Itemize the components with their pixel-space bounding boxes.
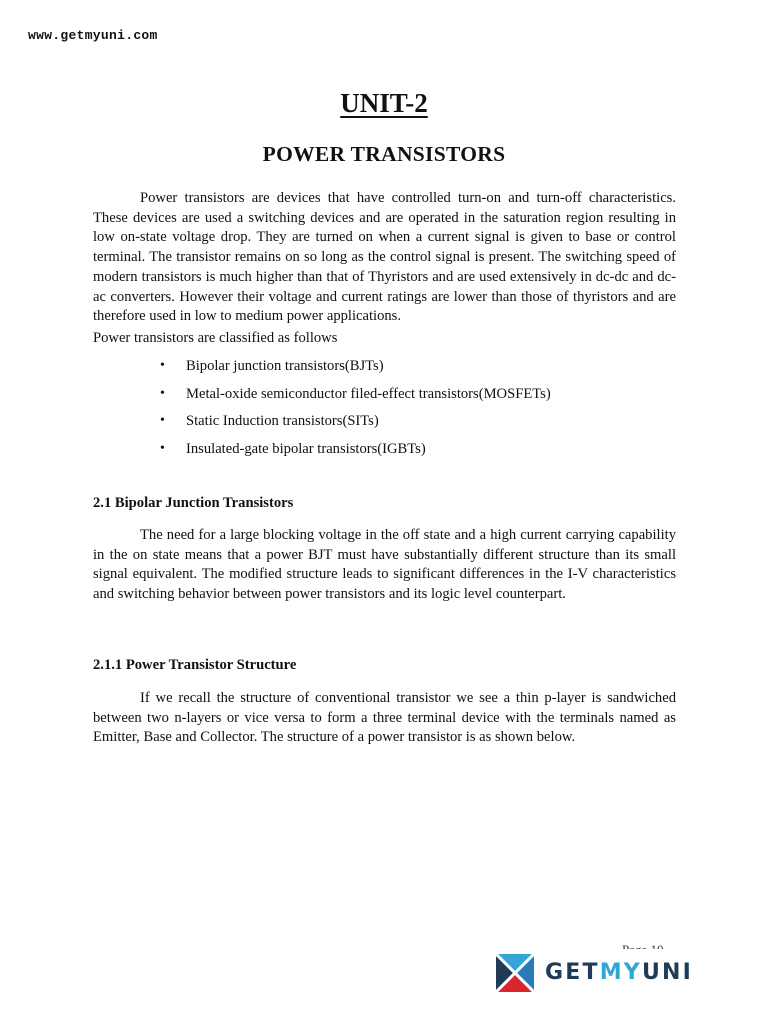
structure-paragraph: If we recall the structure of conventional transistor we see a thin p-layer is sandwiched between two n-layers or vice versa to form a three terminal device with the terminals named as Emitter, Base and Collector. The structure of a power transistor is as shown below. — [93, 690, 676, 746]
chapter-title: POWER TRANSISTORS — [262, 142, 506, 166]
list-item-text: Metal-oxide semiconductor filed-effect transistors(MOSFETs) — [186, 385, 551, 402]
bullet-icon: • — [160, 413, 165, 428]
bullet-icon: • — [160, 385, 165, 401]
structure-section — [93, 689, 676, 748]
intro-paragraph: Power transistors are devices that have controlled turn-on and turn-off characteristics. These devices are used a switching devices and are operated in the saturation region resulting in low on-state voltage drop. They are turned on when a current signal is given to base or control terminal. The transistor remains on so long as the control signal is present. The switching speed of modern transistors is much higher than that of Thyristors and are used extensively in dc-dc and dc-ac converters. However their voltage and current ratings are lower than those of thyristors and are therefore used in low to medium power applications. — [93, 190, 676, 325]
intro-section — [93, 189, 676, 327]
bullet-icon: • — [160, 440, 165, 456]
list-item-text: Bipolar junction transistors(BJTs) — [186, 358, 384, 374]
getmyuni-logo-icon — [496, 954, 534, 992]
bjt-section — [93, 526, 676, 605]
classification-section — [93, 329, 676, 349]
logo-word-get: GET — [545, 960, 600, 985]
logo-word-my: MY — [599, 960, 642, 985]
list-item-text: Insulated-gate bipolar transistors(IGBTs) — [186, 440, 426, 457]
bullet-icon: • — [160, 358, 165, 373]
list-item — [160, 384, 551, 412]
list-item-text: Static Induction transistors(SITs) — [186, 413, 379, 429]
list-item — [160, 356, 551, 384]
section-heading-bjt: 2.1 Bipolar Junction Transistors — [93, 495, 294, 511]
list-item — [160, 411, 551, 439]
site-url[interactable]: www.getmyuni.com — [28, 28, 158, 43]
unit-title: UNIT-2 — [340, 88, 428, 118]
bjt-paragraph: The need for a large blocking voltage in the off state and a high current carrying capability in the on state means that a power BJT must have substantially different structure than its small signal equivalent. The modified structure leads to significant differences in the I-V characteristics and switching behavior between power transistors and its logic level counterpart. — [93, 527, 676, 603]
classification-intro: Power transistors are classified as follows — [93, 330, 338, 346]
transistor-types-list — [160, 356, 551, 466]
getmyuni-logo-wordmark — [545, 958, 693, 988]
section-heading-structure: 2.1.1 Power Transistor Structure — [93, 657, 297, 673]
list-item — [160, 439, 551, 467]
logo-word-uni: UNI — [641, 960, 693, 985]
